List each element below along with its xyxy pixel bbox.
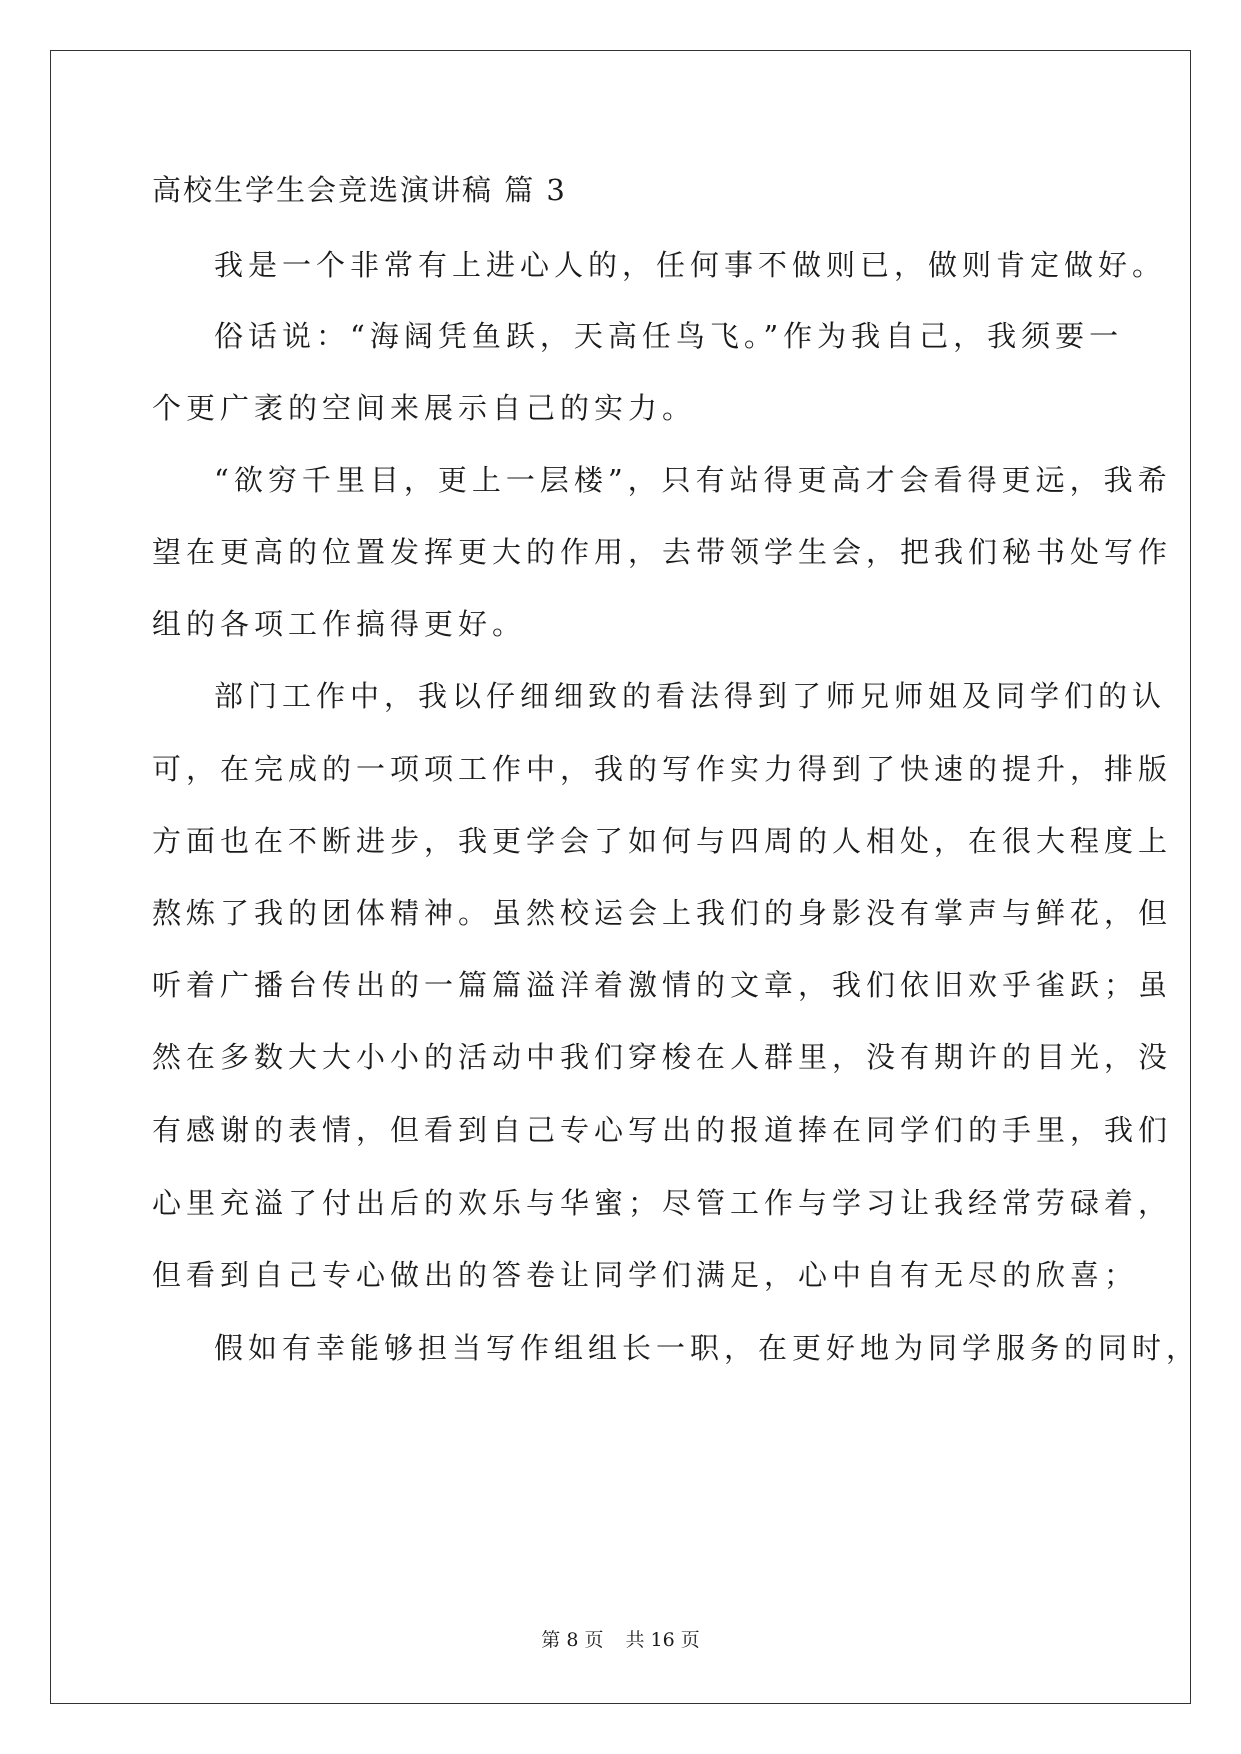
page-footer [0, 1627, 1241, 1653]
paragraph-line: “欲穷千里目，更上一层楼”，只有站得更高才会看得更远，我希 [214, 463, 1172, 497]
paragraph-line: 可，在完成的一项项工作中，我的写作实力得到了快速的提升，排版 [152, 752, 1173, 786]
paragraph-line: 我是一个非常有上进心人的，任何事不做则已，做则肯定做好。 [214, 248, 1167, 282]
document-title: 高校生学生会竞选演讲稿 篇 3 [152, 173, 567, 207]
paragraph-line: 熬炼了我的团体精神。虽然校运会上我们的身影没有掌声与鲜花，但 [152, 896, 1173, 930]
paragraph-line: 方面也在不断进步，我更学会了如何与四周的人相处，在很大程度上 [152, 824, 1173, 858]
paragraph-line: 个更广袤的空间来展示自己的实力。 [152, 391, 697, 425]
paragraph-line: 但看到自己专心做出的答卷让同学们满足，心中自有无尽的欣喜； [152, 1258, 1139, 1292]
paragraph-line: 望在更高的位置发挥更大的作用，去带领学生会，把我们秘书处写作 [152, 535, 1173, 569]
page-border [50, 50, 1191, 1704]
paragraph-line: 俗话说：“海阔凭鱼跃，天高任鸟飞。”作为我自己，我须要一 [214, 319, 1124, 353]
paragraph-line: 部门工作中，我以仔细细致的看法得到了师兄师姐及同学们的认 [214, 679, 1167, 713]
page-number: 第 8 页 [541, 1629, 604, 1651]
page-total: 共 16 页 [625, 1629, 700, 1651]
paragraph-line: 心里充溢了付出后的欢乐与华蜜；尽管工作与学习让我经常劳碌着， [152, 1186, 1173, 1220]
paragraph-line: 然在多数大大小小的活动中我们穿梭在人群里，没有期许的目光，没 [152, 1040, 1173, 1074]
paragraph-line: 假如有幸能够担当写作组组长一职，在更好地为同学服务的同时， [214, 1331, 1201, 1365]
paragraph-line: 听着广播台传出的一篇篇溢洋着激情的文章，我们依旧欢乎雀跃；虽 [152, 968, 1173, 1002]
paragraph-line: 有感谢的表情，但看到自己专心写出的报道捧在同学们的手里，我们 [152, 1113, 1173, 1147]
paragraph-line: 组的各项工作搞得更好。 [152, 607, 527, 641]
